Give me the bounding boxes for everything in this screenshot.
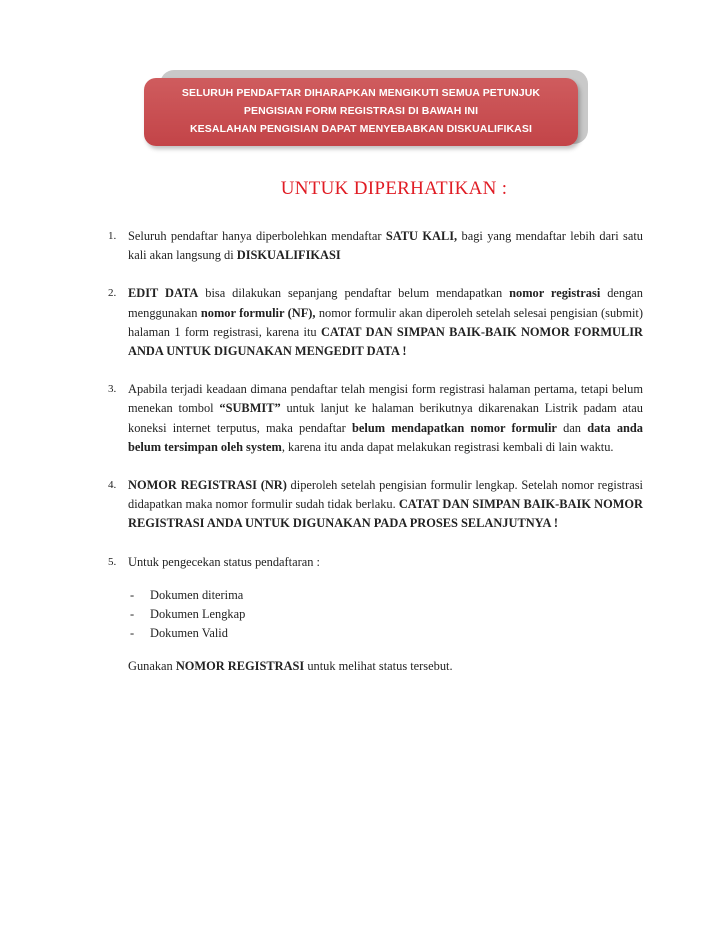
item-emphasis: CATAT DAN SIMPAN BAIK-BAIK NOMOR REGISTRASI ANDA UNTUK DIGUNAKAN PADA PROSES SELANJUTNYA !: [128, 497, 644, 531]
item-number: 5.: [108, 555, 117, 568]
item-emphasis: NOMOR REGISTRASI (NR): [128, 478, 287, 493]
item-text: diperoleh setelah pengisian formulir lengkap. Setelah nomor registrasi didapatkan maka nomor formulir sudah tidak berlaku.: [128, 478, 643, 512]
page-title: UNTUK DIPERHATIKAN :: [280, 178, 508, 199]
status-label: Dokumen Valid: [150, 625, 228, 640]
item-text: bagi yang mendaftar lebih dari satu kali akan langsung di: [128, 229, 643, 263]
banner-line-1: SELURUH PENDAFTAR DIHARAPKAN MENGIKUTI SEMUA PETUNJUK: [181, 87, 541, 99]
item-emphasis: nomor registrasi: [509, 286, 601, 301]
item-emphasis: belum mendapatkan nomor formulir: [352, 420, 557, 435]
item-number: 3.: [108, 383, 117, 396]
item-emphasis: SATU KALI,: [385, 229, 458, 243]
item-text: Apabila terjadi keadaan dimana pendaftar telah mengisi form registrasi halaman pertama, tetapi belum menekan tombol: [128, 382, 643, 416]
item-number: 4.: [108, 479, 117, 492]
item-emphasis: nomor formulir (NF),: [200, 305, 316, 320]
dash-bullet: -: [130, 625, 135, 640]
item-text: Seluruh pendaftar hanya diperbolehkan mendaftar: [128, 229, 386, 243]
list-item-5: [108, 553, 643, 676]
item-text: , karena itu anda dapat melakukan registrasi kembali di lain waktu.: [281, 439, 614, 454]
item-emphasis: data anda belum tersimpan oleh system: [128, 420, 643, 454]
item-text: dengan menggunakan: [128, 286, 643, 320]
item-number: 1.: [108, 230, 117, 242]
list-item-4: [108, 476, 643, 534]
item-text: untuk melihat status tersebut.: [304, 658, 453, 673]
status-item: [128, 624, 643, 643]
item-emphasis: CATAT DAN SIMPAN BAIK-BAIK NOMOR FORMULIR ANDA UNTUK DIGUNAKAN MENGEDIT DATA !: [128, 324, 644, 359]
dash-bullet: -: [130, 587, 135, 602]
closing-note: [128, 657, 643, 676]
status-label: Dokumen diterima: [150, 587, 244, 602]
item-number: 2.: [108, 287, 117, 300]
dash-bullet: -: [130, 606, 135, 621]
status-item: [128, 605, 643, 624]
item-text: Gunakan: [128, 658, 176, 673]
notice-banner: [144, 78, 578, 146]
item-text: nomor formulir akan diperoleh setelah selesai pengisian (submit) halaman 1 form registrasi, karena itu: [128, 305, 643, 339]
item-emphasis: “SUBMIT”: [219, 401, 281, 416]
status-label: Dokumen Lengkap: [150, 606, 246, 621]
item-emphasis: DISKUALIFIKASI: [236, 248, 341, 263]
item-text: bisa dilakukan sepanjang pendaftar belum mendapatkan: [198, 286, 510, 301]
item-emphasis: NOMOR REGISTRASI: [175, 658, 305, 673]
item-text: dan: [556, 420, 588, 435]
list-item-1: [108, 227, 643, 265]
banner-line-3: KESALAHAN PENGISIAN DAPAT MENYEBABKAN DISKUALIFIKASI: [190, 123, 532, 135]
item-text: Untuk pengecekan status pendaftaran :: [128, 554, 320, 569]
status-item: [128, 586, 643, 605]
list-item-3: [108, 380, 643, 457]
item-text: untuk lanjut ke halaman berikutnya dikarenakan Listrik padam atau koneksi internet terputus, maka pendaftar: [128, 401, 643, 435]
banner-line-2: PENGISIAN FORM REGISTRASI DI BAWAH INI: [243, 105, 479, 117]
instruction-list: [108, 227, 643, 695]
list-item-2: [108, 284, 643, 361]
status-list: [128, 586, 643, 643]
item-emphasis: EDIT DATA: [128, 286, 199, 301]
